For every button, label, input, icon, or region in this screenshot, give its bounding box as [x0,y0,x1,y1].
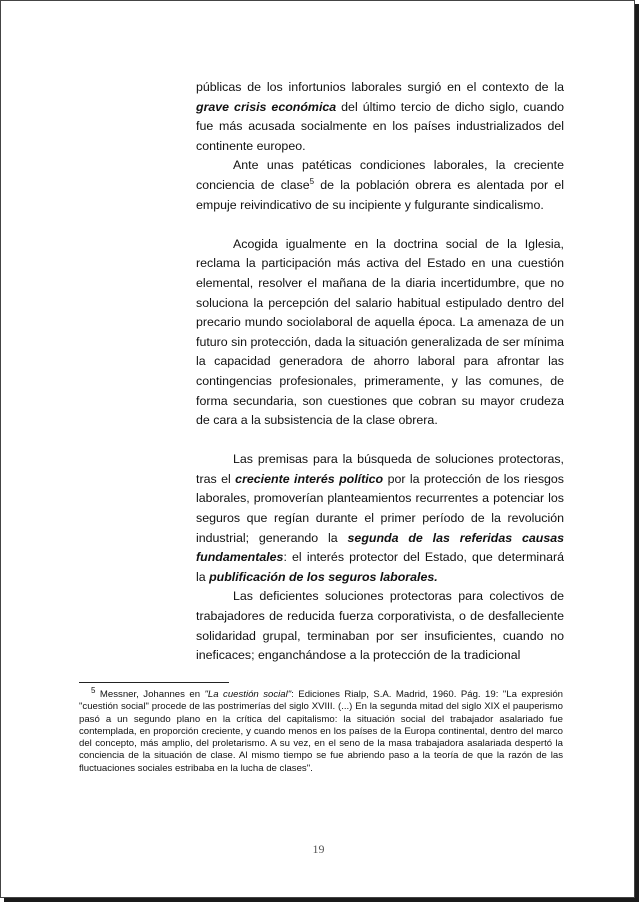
paragraph-text: de la población obrera es alentada por el empuje reivindicativo de su incipiente y fulgurante sindicalismo. [196,177,565,212]
footnote-title: "La cuestión social" [204,689,292,700]
footnote-number: 5 [91,685,96,695]
body-text [196,78,564,666]
paragraph-text: : el interés protector del Estado, que determinará la [196,550,564,584]
body-paragraph [196,450,564,587]
paragraph-text: Las premisas para la búsqueda de soluciones protectoras, tras el [196,452,564,486]
footnote-reference: 5 [309,176,315,186]
footnote-separator [79,682,229,683]
emphasis-text: grave crisis económica [196,99,337,114]
paragraph-text: Acogida igualmente en la doctrina social de la Iglesia, reclama la participación más activa del Estado en una cuestión elemental, resolver el mañana de la diaria incertidumbre, que no soluciona la percepción del salario habitual estipulado dentro del precario mundo sociolaboral de aquella época. La amenaza de un futuro sin protección, dada la situación generalizada de ser mínima la capacidad generadora de ahorro laboral para afrontar las contingencias profesionales, primeramente, y las comunes, de forma secundaria, son cuestiones que cobran su mayor crudeza de cara a la subsistencia de la clase obrera. [196,236,564,428]
paragraph-text: Ante unas patéticas condiciones laborales, la creciente conciencia de clase [196,158,564,192]
emphasis-text: creciente interés político [235,471,384,486]
footnote [79,685,563,775]
paragraph-text: públicas de los infortunios laborales surgió en el contexto de la [196,80,564,94]
page-number: 19 [312,842,325,856]
body-paragraph [196,235,564,431]
body-paragraph [196,156,564,215]
emphasis-text: publificación de los seguros laborales. [209,569,438,584]
footnote-text-before: Messner, Johannes en [95,689,205,700]
body-paragraph [196,587,564,665]
emphasis-text: segunda de las referidas causas fundamentales [196,530,564,565]
footnote-text-after: : Ediciones Rialp, S.A. Madrid, 1960. Pág. 19: "La expresión "cuestión social" procede de las postrimerías del siglo XVIII. (...) En la segunda mitad del siglo XIX el pauperismo pasó a un segundo plano en la crítica del capitalismo: la situación social del trabajador asalariado fue contemplada, en proporción creciente, y cuando menos en los países de la Europa continental, dentro del marco del concepto, más amplio, del proletarismo. A su vez, en el seno de la masa trabajadora asalariada despertó la conciencia de la situación de clase. Al mismo tiempo se fue abriendo paso a la teoría de que la razón de las fluctuaciones sociales estribaba en la lucha de clases". [79,689,563,774]
paragraph-text: por la protección de los riesgos laborales, promoverían planteamientos recurrentes a potenciar los seguros que regían durante el primer período de la revolución industrial; generando la [196,471,565,545]
body-paragraph [196,78,564,156]
paragraph-text: Las deficientes soluciones protectoras para colectivos de trabajadores de reducida fuerza corporativista, o de desfalleciente solidaridad grupal, terminaban por ser insuficientes, cuando no ineficaces; enganchándose a la protección de la tradicional [196,589,564,663]
paragraph-text: del último tercio de dicho siglo, cuando fue más acusada socialmente en los países industrializados del continente europeo. [196,99,564,153]
